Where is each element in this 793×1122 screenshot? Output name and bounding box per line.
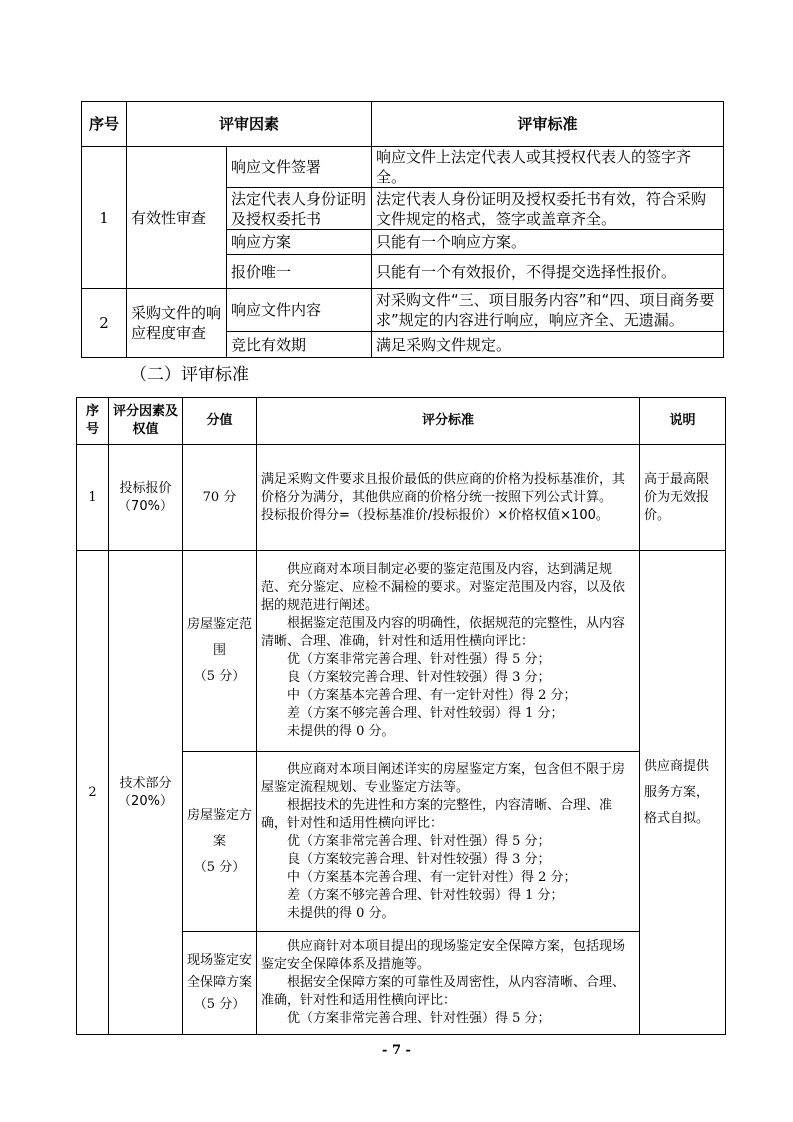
standard-line: 优（方案非常完善合理、针对性强）得 5 分； xyxy=(287,833,551,849)
row-number: 2 xyxy=(77,551,109,1035)
sub-factor xyxy=(183,932,257,1035)
standard-line: 差（方案不够完善合理、针对性较弱）得 1 分； xyxy=(287,887,564,903)
scoring-table xyxy=(76,397,726,1035)
factor-weight: （20%） xyxy=(118,793,173,809)
standard-line: 未提供的得 0 分。 xyxy=(287,724,395,739)
factor-weight: （70%） xyxy=(118,498,173,514)
header-seq: 序号 xyxy=(82,102,127,147)
sub-factor: 响应文件内容 xyxy=(227,289,372,332)
factor-cell xyxy=(109,551,183,1035)
review-factor-table xyxy=(81,101,724,358)
standard-line: 差（方案不够完善合理、针对性较弱）得 1 分； xyxy=(287,706,564,721)
standard-text: 法定代表人身份证明及授权委托书有效，符合采购文件规定的格式，签字或盖章齐全。 xyxy=(372,188,724,230)
sub-factor: 竞比有效期 xyxy=(227,332,372,358)
standard-line: 根据安全保障方案的可靠性及周密性，从内容清晰、合理、准确，针对性和适用性横向评比： xyxy=(261,975,626,1008)
sub-factor-name: 房屋鉴定范围 xyxy=(187,617,253,658)
header-scoring-standard: 评分标准 xyxy=(257,398,640,445)
standard-line: 优（方案非常完善合理、针对性强）得 5 分； xyxy=(287,652,551,667)
note-cell: 高于最高限价为无效报价。 xyxy=(640,445,726,551)
standard-line: 未提供的得 0 分。 xyxy=(287,905,395,921)
header-seq: 序号 xyxy=(77,398,109,445)
standard-text: 响应文件上法定代表人或其授权代表人的签字齐全。 xyxy=(372,147,724,188)
sub-factor xyxy=(183,752,257,932)
standard-line: 供应商对本项目阐述详实的房屋鉴定方案，包含但不限于房屋鉴定流程规划、专业鉴定方法等。 xyxy=(261,761,626,795)
factor-name: 技术部分 xyxy=(119,775,172,791)
sub-factor: 报价唯一 xyxy=(227,255,372,289)
standard-text: 只能有一个有效报价，不得提交选择性报价。 xyxy=(372,255,724,289)
standard-text: 满足采购文件要求且报价最低的供应商的价格为投标基准价，其价格分为满分，其他供应商的价格分统一按照下列公式计算。 xyxy=(261,471,626,505)
note-cell: 供应商提供服务方案，格式自拟。 xyxy=(640,551,726,1035)
standard-line: 良（方案较完善合理、针对性较强）得 3 分； xyxy=(287,851,551,867)
row-number: 2 xyxy=(82,289,127,358)
standard-line: 中（方案基本完善合理、有一定针对性）得 2 分； xyxy=(287,869,577,885)
standard-text: 满足采购文件规定。 xyxy=(372,332,724,358)
table-row xyxy=(77,445,726,551)
scoring-standard xyxy=(257,932,640,1035)
formula-text: 投标报价得分=（投标基准价/投标报价）×价格权值×100。 xyxy=(261,507,609,523)
standard-text: 对采购文件“三、项目服务内容”和“四、项目商务要求”规定的内容进行响应，响应齐全、无遗漏。 xyxy=(372,289,724,332)
scoring-standard xyxy=(257,445,640,551)
table-row xyxy=(82,147,724,188)
sub-factor-points: （5 分） xyxy=(193,669,246,684)
sub-factor-points: （5 分） xyxy=(193,859,246,875)
sub-factor-name: 现场鉴定安全保障方案 xyxy=(187,953,253,990)
standard-line: 供应商针对本项目提出的现场鉴定安全保障方案，包括现场鉴定安全保障体系及措施等。 xyxy=(261,939,626,972)
standard-text: 只能有一个响应方案。 xyxy=(372,230,724,255)
header-factor-weight: 评分因素及权值 xyxy=(109,398,183,445)
header-factor: 评审因素 xyxy=(127,102,372,147)
row-number: 1 xyxy=(82,147,127,289)
factor-name: 投标报价 xyxy=(119,480,172,496)
factor-cell: 有效性审查 xyxy=(127,147,227,289)
sub-factor xyxy=(183,551,257,752)
sub-factor-points: （5 分） xyxy=(193,997,246,1012)
sub-factor: 响应方案 xyxy=(227,230,372,255)
scoring-standard xyxy=(257,551,640,752)
header-standard: 评审标准 xyxy=(372,102,724,147)
row-number: 1 xyxy=(77,445,109,551)
scoring-standard xyxy=(257,752,640,932)
score-cell: 70 分 xyxy=(183,445,257,551)
standard-line: 良（方案较完善合理、针对性较强）得 3 分； xyxy=(287,670,551,685)
standard-line: 根据鉴定范围及内容的明确性，依据规范的完整性，从内容清晰、合理、准确，针对性和适用性横向评比： xyxy=(261,616,626,649)
factor-cell xyxy=(109,445,183,551)
standard-line: 优（方案非常完善合理、针对性强）得 5 分； xyxy=(287,1011,551,1026)
page-number: - 7 - xyxy=(382,1043,411,1058)
table-row xyxy=(82,289,724,332)
standard-line: 根据技术的先进性和方案的完整性，内容清晰、合理、准确，针对性和适用性横向评比： xyxy=(261,797,613,831)
header-note: 说明 xyxy=(640,398,726,445)
header-score: 分值 xyxy=(183,398,257,445)
table-row xyxy=(77,551,726,752)
section-title: （二）评审标准 xyxy=(130,365,249,385)
sub-factor-name: 房屋鉴定方案 xyxy=(187,807,253,849)
sub-factor: 法定代表人身份证明及授权委托书 xyxy=(227,188,372,230)
sub-factor: 响应文件签署 xyxy=(227,147,372,188)
factor-cell: 采购文件的响应程度审查 xyxy=(127,289,227,358)
standard-line: 中（方案基本完善合理、有一定针对性）得 2 分； xyxy=(287,688,577,703)
standard-line: 供应商对本项目制定必要的鉴定范围及内容，达到满足规范、充分鉴定、应检不漏检的要求。对鉴定范围及内容，以及依据的规范进行阐述。 xyxy=(261,562,626,613)
